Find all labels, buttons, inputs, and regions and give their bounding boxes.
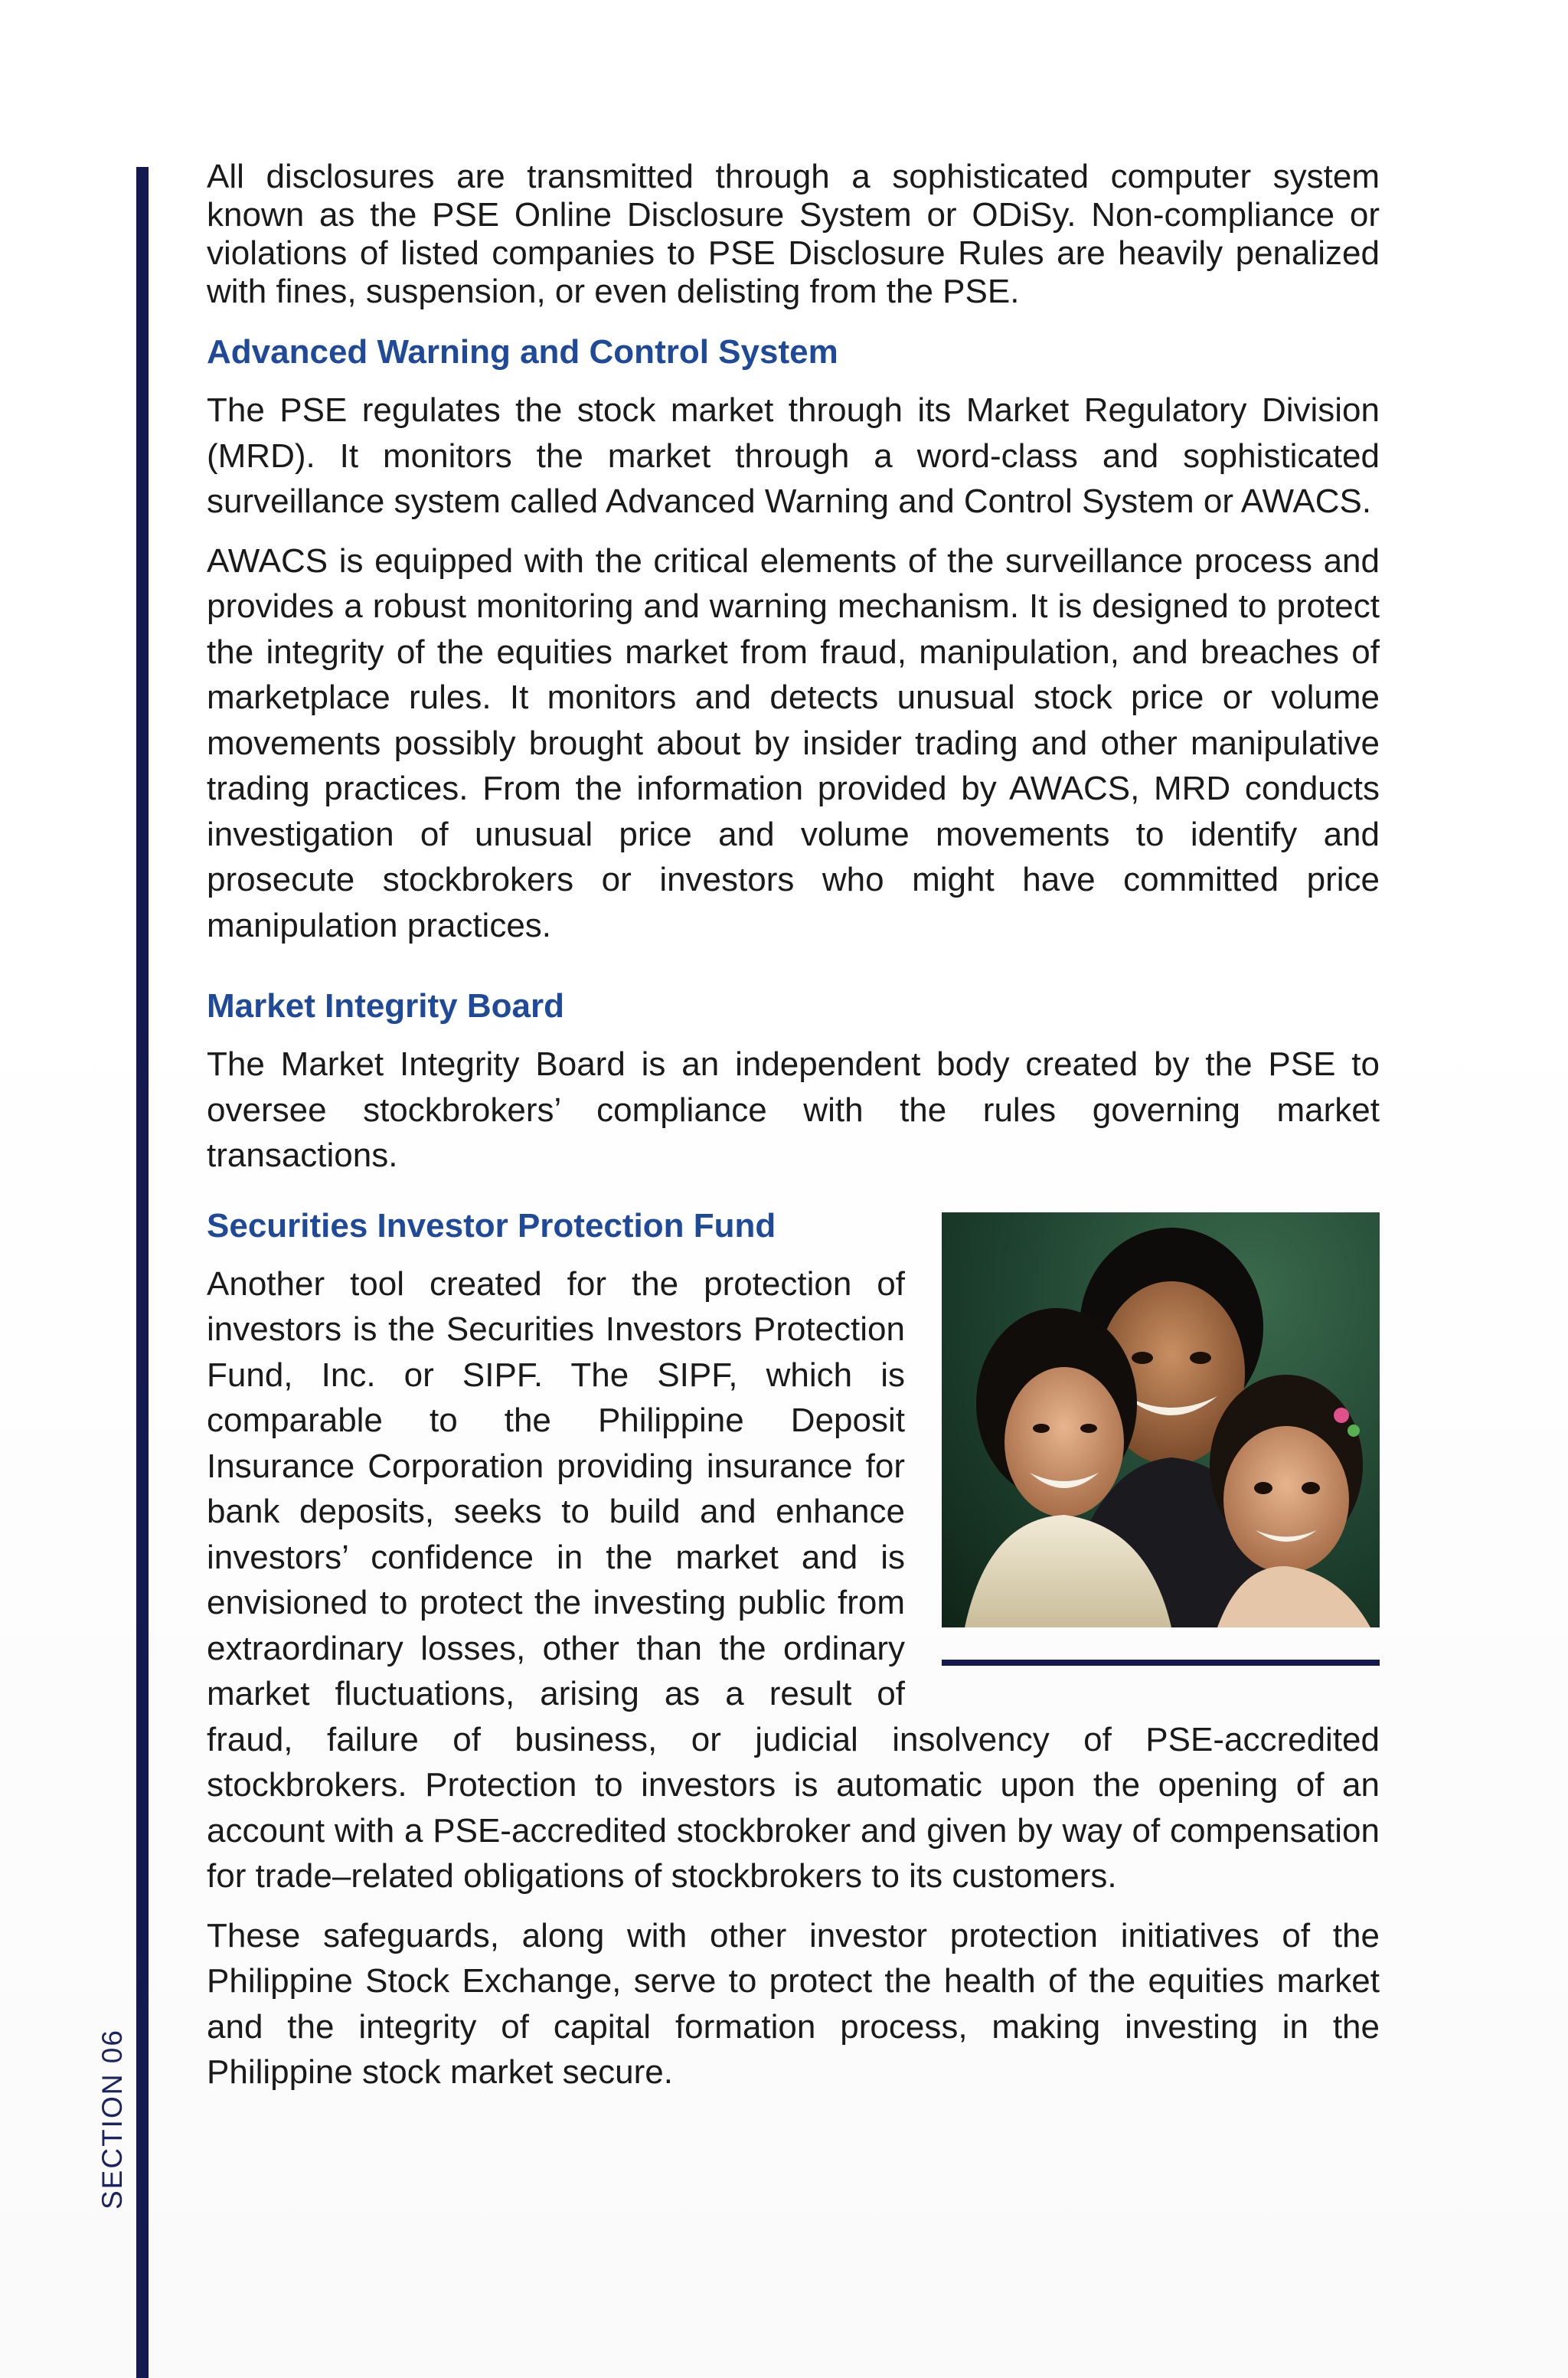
- side-rule: [136, 167, 149, 2378]
- section-label: SECTION 06: [96, 2029, 128, 2210]
- sipf-heading: Securities Investor Protection Fund: [207, 1206, 776, 1245]
- mib-paragraph: The Market Integrity Board is an independent body created by the PSE to oversee stockbrokers’ compliance with the rules governing market transactions.: [207, 1045, 1380, 1174]
- intro-paragraph: All disclosures are transmitted through a sophisticated computer system known as the PSE Online Disclosure System or ODiSy. Non-compliance or violations of listed companies to PSE Disclosure Rules are heavily penalized with fines, suspension, or even delisting from the PSE.: [207, 158, 1380, 310]
- sipf-paragraph: Another tool created for the protection of investors is the Securities Investors Protection Fund, Inc. or SIPF. The SIPF, which is comparable to the Philippine Deposit Insurance Corporation providing insurance for bank deposits, seeks to build and enhance investors’ confidence in the market and is envisioned to protect the investing public from extraordinary losses, other than the ordinary market fluctuations, arising as a result of fraud, failure of business, or judicial insolvency of PSE-accredited stockbrokers. Protection to investors is automatic upon the opening of an account with a PSE-accredited stockbroker and given by way of compensation for trade–related obligations of stockbrokers to its customers.: [207, 1264, 1380, 1895]
- page-content: [207, 158, 1380, 2109]
- family-photo-illustration: [942, 1212, 1380, 1627]
- photo-caption-rule: [942, 1660, 1380, 1666]
- awacs-paragraph-2: AWACS is equipped with the critical elements of the surveillance process and provides a robust monitoring and warning mechanism. It is designed to protect the integrity of the equities market from fraud, manipulation, and breaches of marketplace rules. It monitors and detects unusual stock price or volume movements possibly brought about by insider trading and other manipulative trading practices. From the information provided by AWACS, MRD conducts investigation of unusual price and volume movements to identify and prosecute stockbrokers or investors who might have committed price manipulation practices.: [207, 541, 1380, 944]
- sipf-section: [207, 1205, 1380, 1899]
- family-photo: [942, 1212, 1380, 1627]
- awacs-heading: Advanced Warning and Control System: [207, 333, 838, 371]
- mib-heading: Market Integrity Board: [207, 987, 564, 1025]
- closing-paragraph: These safeguards, along with other investor protection initiatives of the Philippine Stock Exchange, serve to protect the health of the equities market and the integrity of capital formation process, making investing in the Philippine stock market secure.: [207, 1916, 1380, 2091]
- family-photo-figure: [942, 1212, 1380, 1684]
- awacs-paragraph-1: The PSE regulates the stock market through its Market Regulatory Division (MRD). It monitors the market through a word-class and sophisticated surveillance system called Advanced Warning and Control System or AWACS.: [207, 391, 1380, 520]
